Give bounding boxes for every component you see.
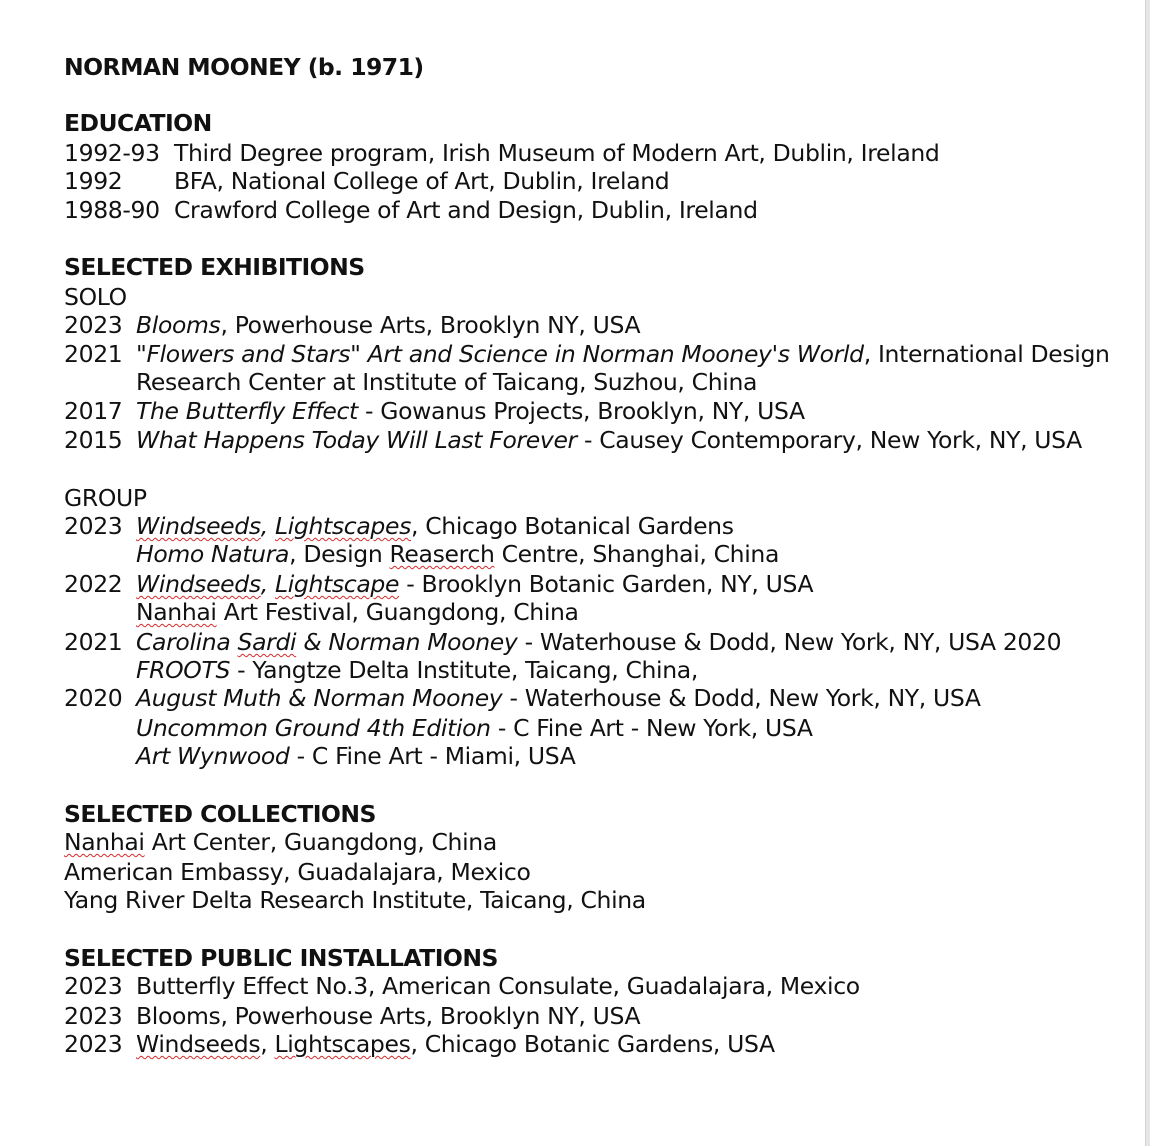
solo-title: "Flowers and Stars" Art and Science in Norman Mooney's World bbox=[136, 340, 864, 368]
installation-text: , Chicago Botanic Gardens, USA bbox=[410, 1030, 775, 1058]
group-title: Carolina bbox=[136, 628, 238, 656]
solo-year: 2023 bbox=[64, 311, 123, 339]
group-year: 2021 bbox=[64, 628, 123, 656]
education-year: 1992-93 bbox=[64, 139, 160, 167]
installation-text: Lightscapes bbox=[274, 1030, 411, 1058]
solo-year: 2017 bbox=[64, 397, 123, 425]
solo-label: SOLO bbox=[64, 283, 127, 311]
group-item bbox=[136, 539, 779, 569]
group-venue: - Brooklyn Botanic Garden, NY, USA bbox=[399, 570, 814, 598]
installation-item bbox=[64, 1029, 775, 1059]
group-item bbox=[64, 683, 981, 713]
group-title: & Norman Mooney bbox=[296, 628, 518, 656]
installation-year: 2023 bbox=[64, 1030, 123, 1058]
group-item bbox=[136, 655, 698, 685]
group-venue: Art Festival, Guangdong, China bbox=[216, 598, 579, 626]
group-venue: Centre, Shanghai, China bbox=[494, 540, 780, 568]
solo-item bbox=[64, 310, 640, 340]
solo-item-continued: Research Center at Institute of Taicang, Suzhou, China bbox=[136, 368, 758, 396]
installation-item bbox=[64, 1001, 640, 1031]
education-heading: EDUCATION bbox=[64, 109, 212, 137]
solo-venue: - Causey Contemporary, New York, NY, USA bbox=[576, 426, 1082, 454]
group-year: 2022 bbox=[64, 570, 123, 598]
collections-heading: SELECTED COLLECTIONS bbox=[64, 800, 376, 828]
group-title: FROOTS bbox=[136, 656, 231, 684]
group-item bbox=[136, 741, 575, 771]
group-title: Uncommon Ground 4th Edition bbox=[136, 714, 491, 742]
solo-venue: , International Design bbox=[863, 340, 1110, 368]
group-label: GROUP bbox=[64, 484, 147, 512]
solo-title: What Happens Today Will Last Forever bbox=[136, 426, 577, 454]
group-venue: Reaserch bbox=[389, 540, 495, 568]
group-year: 2023 bbox=[64, 512, 123, 540]
group-title: Lightscape bbox=[275, 570, 400, 598]
collection-item bbox=[64, 827, 497, 857]
group-title: Lightscapes bbox=[275, 512, 411, 540]
solo-year: 2015 bbox=[64, 426, 123, 454]
group-venue: , Design bbox=[289, 540, 390, 568]
group-title: Art Wynwood bbox=[136, 742, 290, 770]
solo-item bbox=[64, 339, 1110, 369]
installation-text: Windseeds bbox=[136, 1030, 261, 1058]
group-title-separator: , bbox=[260, 570, 275, 598]
installations-heading: SELECTED PUBLIC INSTALLATIONS bbox=[64, 944, 498, 972]
group-title-separator: , bbox=[260, 512, 275, 540]
collection-item: Yang River Delta Research Institute, Taicang, China bbox=[64, 886, 646, 914]
group-item bbox=[136, 713, 813, 743]
solo-year: 2021 bbox=[64, 340, 123, 368]
group-venue: - Yangtze Delta Institute, Taicang, China, bbox=[230, 656, 698, 684]
group-year: 2020 bbox=[64, 684, 123, 712]
group-title: Windseeds bbox=[136, 570, 261, 598]
group-item bbox=[64, 627, 1061, 657]
collection-item: American Embassy, Guadalajara, Mexico bbox=[64, 858, 531, 886]
education-text: Crawford College of Art and Design, Dublin, Ireland bbox=[174, 196, 758, 224]
education-year: 1992 bbox=[64, 167, 123, 195]
solo-item bbox=[64, 396, 805, 426]
solo-item bbox=[64, 425, 1082, 455]
group-venue: - C Fine Art - New York, USA bbox=[490, 714, 813, 742]
solo-title: Blooms bbox=[136, 311, 221, 339]
installation-text: Blooms, Powerhouse Arts, Brooklyn NY, USA bbox=[136, 1002, 641, 1030]
education-text: BFA, National College of Art, Dublin, Ireland bbox=[174, 167, 670, 195]
group-venue: , Chicago Botanical Gardens bbox=[410, 512, 734, 540]
page-edge bbox=[1145, 0, 1150, 1146]
group-venue: Nanhai bbox=[136, 598, 217, 626]
solo-title: The Butterfly Effect bbox=[136, 397, 358, 425]
group-venue: - Waterhouse & Dodd, New York, NY, USA 2020 bbox=[517, 628, 1062, 656]
group-item bbox=[136, 597, 579, 627]
education-item bbox=[64, 166, 669, 196]
collection-name: Art Center, Guangdong, China bbox=[144, 828, 497, 856]
installation-text: Butterfly Effect No.3, American Consulate, Guadalajara, Mexico bbox=[136, 972, 860, 1000]
installation-year: 2023 bbox=[64, 1002, 123, 1030]
group-title: Windseeds bbox=[136, 512, 261, 540]
collection-name: Nanhai bbox=[64, 828, 145, 856]
solo-venue: , Powerhouse Arts, Brooklyn NY, USA bbox=[220, 311, 641, 339]
installation-year: 2023 bbox=[64, 972, 123, 1000]
group-title: Sardi bbox=[237, 628, 297, 656]
group-venue: - C Fine Art - Miami, USA bbox=[289, 742, 576, 770]
installation-item bbox=[64, 971, 860, 1001]
education-year: 1988-90 bbox=[64, 196, 160, 224]
group-item bbox=[64, 511, 734, 541]
solo-venue: - Gowanus Projects, Brooklyn, NY, USA bbox=[357, 397, 805, 425]
group-item bbox=[64, 569, 813, 599]
education-item bbox=[64, 195, 758, 225]
group-venue: - Waterhouse & Dodd, New York, NY, USA bbox=[502, 684, 981, 712]
page-title: NORMAN MOONEY (b. 1971) bbox=[64, 53, 424, 81]
group-title: August Muth & Norman Mooney bbox=[136, 684, 503, 712]
education-item bbox=[64, 138, 940, 168]
exhibitions-heading: SELECTED EXHIBITIONS bbox=[64, 253, 365, 281]
education-text: Third Degree program, Irish Museum of Modern Art, Dublin, Ireland bbox=[174, 139, 940, 167]
group-title: Homo Natura bbox=[136, 540, 290, 568]
installation-text: , bbox=[260, 1030, 275, 1058]
